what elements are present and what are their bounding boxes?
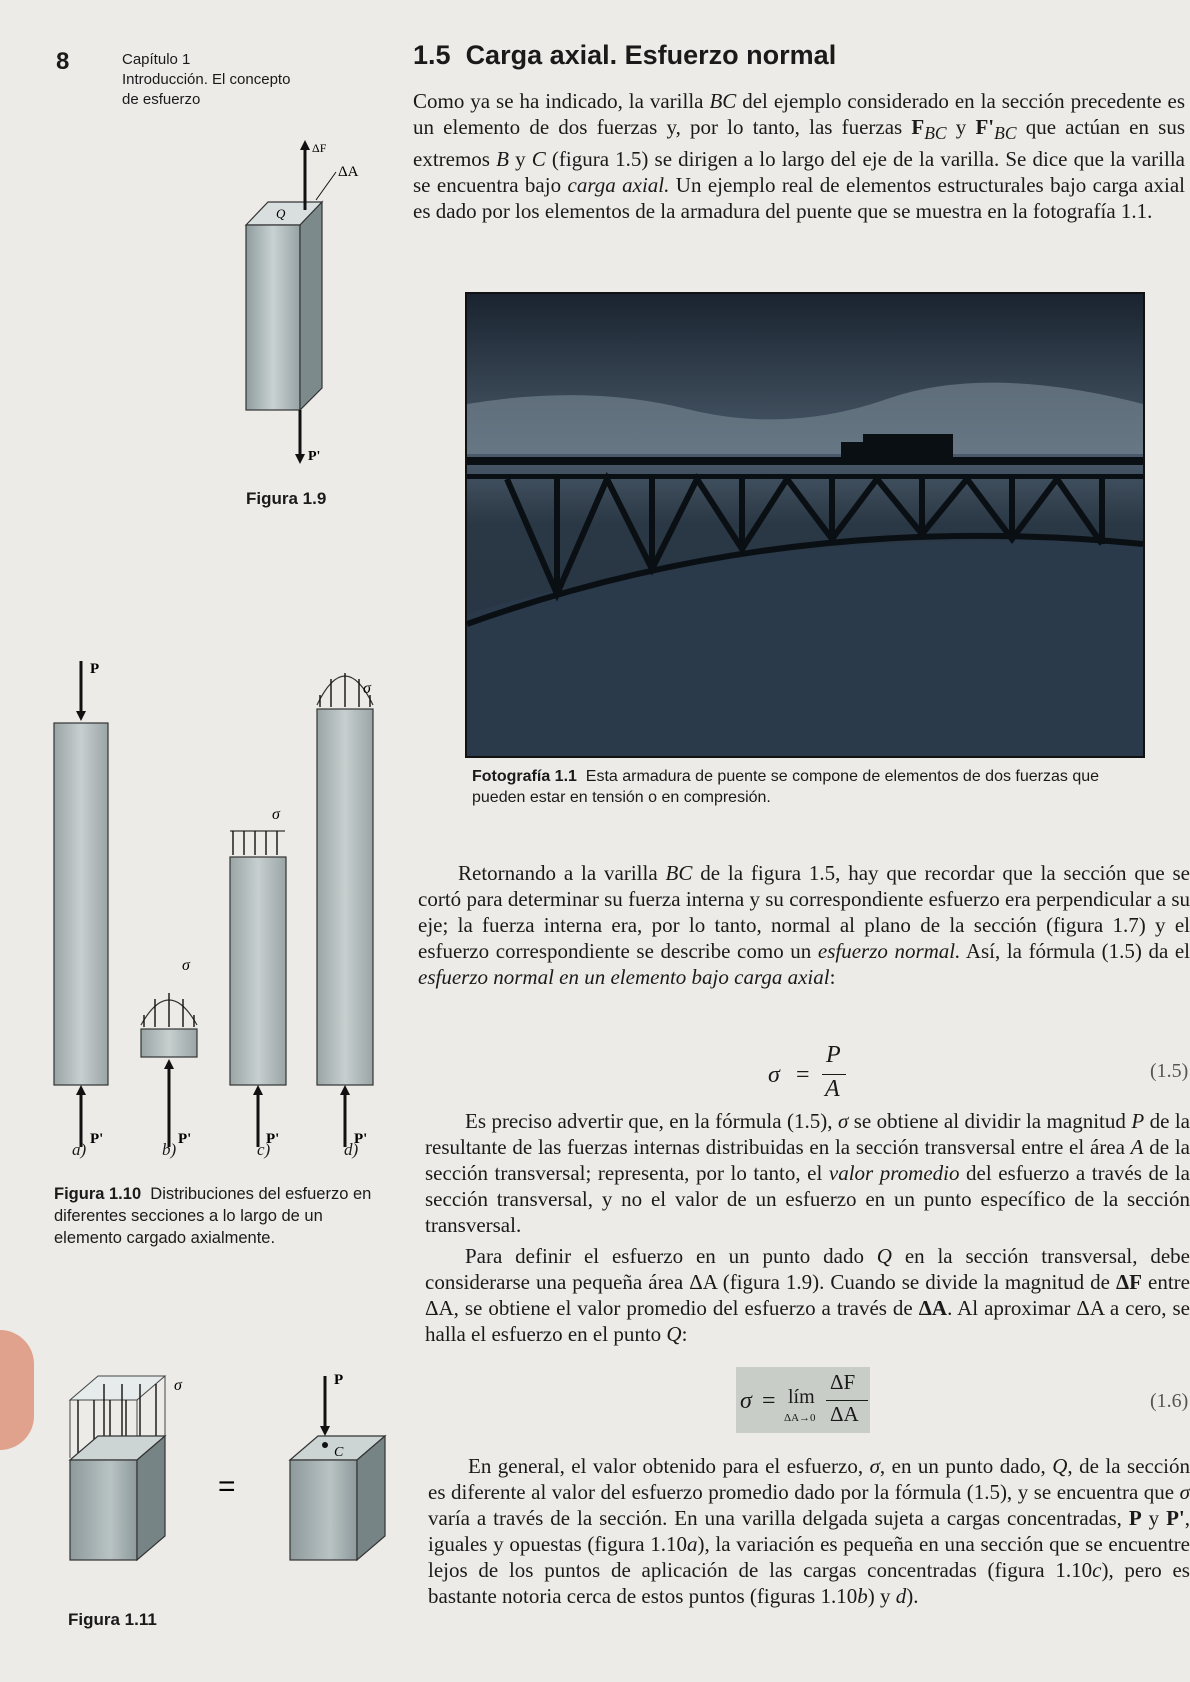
fig110c-pp: P' (266, 1131, 280, 1147)
p2-s2: de la figura 1.5, hay que recordar que la sección que se cortó para determinar su fuerza interna y su correspondiente esfuerzo era perpendicular a su eje; la fuerza interna era, por lo tanto, normal al plano de la sección (figura 1.7) y el esfuerzo correspondiente se describe como un (418, 861, 1190, 963)
p5-y: y (1141, 1506, 1167, 1530)
p5-s3: , de la sección es diferente al valor del esfuerzo promedio dado por la fórmula (1.5), y se encuentra que (428, 1454, 1190, 1504)
p2-normal: esfuerzo normal. (817, 939, 961, 963)
fig19-df-label: ΔF (312, 141, 327, 155)
paragraph-2 (418, 860, 1190, 990)
fig111-c-label: C (334, 1445, 344, 1460)
eq2-sub: ΔA→0 (784, 1412, 816, 1424)
p5-q: Q (1052, 1454, 1068, 1478)
p5-sigma: σ (869, 1454, 880, 1478)
eq1-den: A (825, 1076, 840, 1102)
fig19-da-label: ΔA (338, 164, 359, 180)
fig110c-bar (230, 857, 286, 1085)
p3-s1: Es preciso advertir que, en la fórmula (1.5), (465, 1109, 838, 1133)
p2-en: esfuerzo normal en un elemento bajo carga axial (418, 965, 830, 989)
p1-axial: carga axial. (567, 173, 670, 198)
eq1-eq: = (796, 1062, 810, 1088)
fig110c-pp-arrowhead (253, 1085, 263, 1095)
p4-q2: Q (666, 1322, 682, 1346)
fig19-da-leader (316, 172, 336, 200)
figure-1-11 (60, 1370, 400, 1590)
p3-sigma: σ (837, 1109, 849, 1133)
eq1-fraction-bar (822, 1074, 846, 1075)
p3-a: A (1130, 1135, 1144, 1159)
eq2-den: ΔA (830, 1402, 859, 1426)
photo-caption (472, 766, 1132, 808)
page-number: 8 (56, 48, 70, 75)
p5-s5: , iguales y opuestas (figura 1.10 (428, 1506, 1190, 1556)
fig111-point-c (322, 1442, 328, 1448)
fig110b-pp-arrowhead (164, 1059, 174, 1069)
fig19-p-label: P' (308, 449, 321, 464)
fig110b-pp: P' (178, 1131, 192, 1147)
fig19-bar-front (246, 225, 300, 410)
figure-1-10-caption (54, 1183, 384, 1249)
p1-s2: del ejemplo considerado en la sección precedente es un elemento de dos fuerzas y, por lo tanto, las fuerzas (413, 89, 1185, 139)
p1-s4: (figura 1.5) se dirigen a lo largo del eje de la varilla. Se dice que la varilla se encuentra bajo (413, 147, 1185, 198)
fig110b-sigma: σ (182, 957, 190, 974)
p3-valor: valor promedio (828, 1161, 960, 1185)
fig110c-sigma: σ (272, 806, 280, 823)
paragraph-1 (413, 88, 1185, 224)
paragraph-4 (425, 1243, 1190, 1347)
paragraph-3 (425, 1108, 1190, 1238)
p4-q: Q (876, 1244, 892, 1268)
section-heading: Carga axial. Esfuerzo normal (465, 40, 837, 70)
p2-bc: BC (665, 861, 693, 885)
p4-s3: entre ΔA, se obtiene el valor promedio del esfuerzo a través de (425, 1270, 1190, 1320)
fig110-sub-d: d) (344, 1140, 359, 1159)
p1-s1: Como ya se ha indicado, la varilla (413, 89, 710, 113)
figure-1-9 (220, 140, 400, 480)
p4-s1: Para definir el esfuerzo en un punto dado (465, 1244, 877, 1268)
photo-caption-label: Fotografía 1.1 (472, 768, 577, 785)
figure-1-10 (40, 655, 400, 1155)
p5-p: P (1128, 1506, 1142, 1530)
equation-1-6 (738, 1368, 872, 1434)
paragraph-5 (428, 1453, 1190, 1609)
p4-s2: en la sección transversal, debe considerarse una pequeña área ΔA (figura 1.9). Cuando se divide la magnitud de (425, 1244, 1190, 1294)
bridge-photo-svg (467, 294, 1143, 756)
p3-s3: de la resultante de las fuerzas internas distribuidas en la sección transversal entre el área (425, 1109, 1190, 1159)
fig110c-stress-arrows (233, 831, 277, 855)
fig110a-bar (54, 723, 108, 1085)
eq1-num: P (826, 1042, 841, 1068)
fig110a-pp: P' (90, 1131, 104, 1147)
chapter-header (122, 50, 322, 110)
p3-s2: se obtiene al dividir la magnitud (848, 1109, 1132, 1133)
p5-c: c (1092, 1558, 1102, 1582)
eq2-fraction-bar (826, 1400, 868, 1401)
figure-1-11-label: Figura 1.11 (68, 1610, 157, 1629)
fig110d-bar (317, 709, 373, 1085)
fig111-left-top-box (70, 1376, 165, 1400)
fig19-df-arrowhead (300, 140, 310, 150)
fig110b-bar (141, 1029, 197, 1057)
eq2-lhs: σ (740, 1388, 752, 1414)
fig110-sub-a: a) (72, 1140, 87, 1159)
p1-and: y (946, 115, 976, 139)
p1-fbcp: F' (975, 115, 995, 139)
p5-s1: En general, el valor obtenido para el esfuerzo, (468, 1454, 870, 1478)
p5-b: b (857, 1584, 868, 1608)
p1-s3: que actúan en sus extremos (413, 115, 1185, 172)
chapter-line3: de esfuerzo (122, 91, 201, 108)
p1-y: y (508, 147, 532, 172)
fig111-p-arrowhead (320, 1426, 330, 1436)
fig111-right-block (290, 1460, 357, 1560)
fig111-p-label: P (334, 1372, 344, 1388)
p1-s5: Un ejemplo real de elementos estructurales bajo carga axial es dado por los elementos de la armadura del puente que se muestra en la fotografía 1.1. (413, 173, 1185, 224)
p5-s9: ). (906, 1584, 919, 1608)
p1-bc: BC (709, 89, 737, 113)
p1-b: B (496, 147, 509, 172)
fig111-left-block (70, 1460, 137, 1560)
p3-s5: del esfuerzo a través de la sección transversal, y no el valor de un esfuerzo en un punto específico de la sección transversal. (425, 1161, 1190, 1237)
p5-s4: varía a través de la sección. En una varilla delgada sujeta a cargas concentradas, (428, 1506, 1129, 1530)
section-number: 1.5 (413, 40, 451, 70)
fig110a-p-arrowhead (76, 711, 86, 721)
fig110d-sigma: σ (363, 680, 371, 697)
p5-d: d (895, 1584, 907, 1608)
p3-p: P (1131, 1109, 1145, 1133)
figure-1-10-text: Distribuciones del esfuerzo en diferentes secciones a lo largo de un elemento cargado axialmente. (54, 1185, 372, 1247)
bridge-photo (465, 292, 1145, 758)
p2-s3: Así, la fórmula (1.5) da el (960, 939, 1190, 963)
p1-fbc-sub: BC (924, 123, 947, 144)
fig111-equals: = (218, 1470, 236, 1503)
eq2-num: ΔF (830, 1370, 856, 1394)
fig19-q-label: Q (276, 206, 286, 221)
p5-pprime: P' (1166, 1506, 1185, 1530)
fig110-p-top: P (90, 661, 100, 677)
p5-s8: ) y (867, 1584, 896, 1608)
chapter-line2: Introducción. El concepto (122, 71, 291, 88)
eq2-number: (1.6) (1150, 1390, 1189, 1412)
p1-c: C (531, 147, 546, 172)
fig111-sigma: σ (174, 1377, 182, 1394)
figure-1-10-label: Figura 1.10 (54, 1185, 142, 1203)
fig110d-pp: P' (354, 1131, 368, 1147)
fig110-sub-c: c) (257, 1140, 271, 1159)
p2-s1: Retornando a la varilla (458, 861, 666, 885)
fig19-bar-side (300, 202, 322, 410)
eq2-lim: lím (788, 1386, 815, 1408)
figure-1-9-label: Figura 1.9 (246, 489, 327, 508)
photo-caption-text: Esta armadura de puente se compone de elementos de dos fuerzas que pueden estar en tensión o en compresión. (472, 768, 1100, 806)
p5-a: a (686, 1532, 698, 1556)
p5-s7: ), pero es bastante notoria cerca de estos puntos (figuras 1.10 (428, 1558, 1190, 1608)
p5-s6: ), la variación es pequeña en una sección que se encuentre lejos de los puntos de aplicación de las cargas concentradas (figura 1.10 (428, 1532, 1190, 1582)
eq1-number: (1.5) (1150, 1060, 1189, 1082)
eq1-lhs: σ (768, 1062, 780, 1088)
p4-df: ΔF (1116, 1270, 1143, 1294)
fig110d-pp-arrowhead (340, 1085, 350, 1095)
chapter-line1: Capítulo 1 (122, 51, 191, 68)
fig19-p-arrowhead (295, 454, 305, 464)
thumb (0, 1330, 34, 1450)
section-title (413, 40, 836, 71)
p5-s2: , en un punto dado, (879, 1454, 1053, 1478)
p1-fbcp-sub: BC (994, 123, 1017, 144)
p4-colon: : (681, 1322, 688, 1346)
p4-da: ΔA (918, 1296, 948, 1320)
p2-colon: : (829, 965, 836, 989)
fig110-sub-b: b) (162, 1140, 177, 1159)
p1-fbc: F (911, 115, 925, 139)
p4-s4: . Al aproximar ΔA a cero, se halla el esfuerzo en el punto (425, 1296, 1190, 1346)
p3-s4: de la sección transversal; representa, por lo tanto, el (425, 1135, 1190, 1185)
eq2-eq: = (762, 1388, 776, 1414)
p5-sigma2: σ (1179, 1480, 1190, 1504)
fig110a-pp-arrowhead (76, 1085, 86, 1095)
